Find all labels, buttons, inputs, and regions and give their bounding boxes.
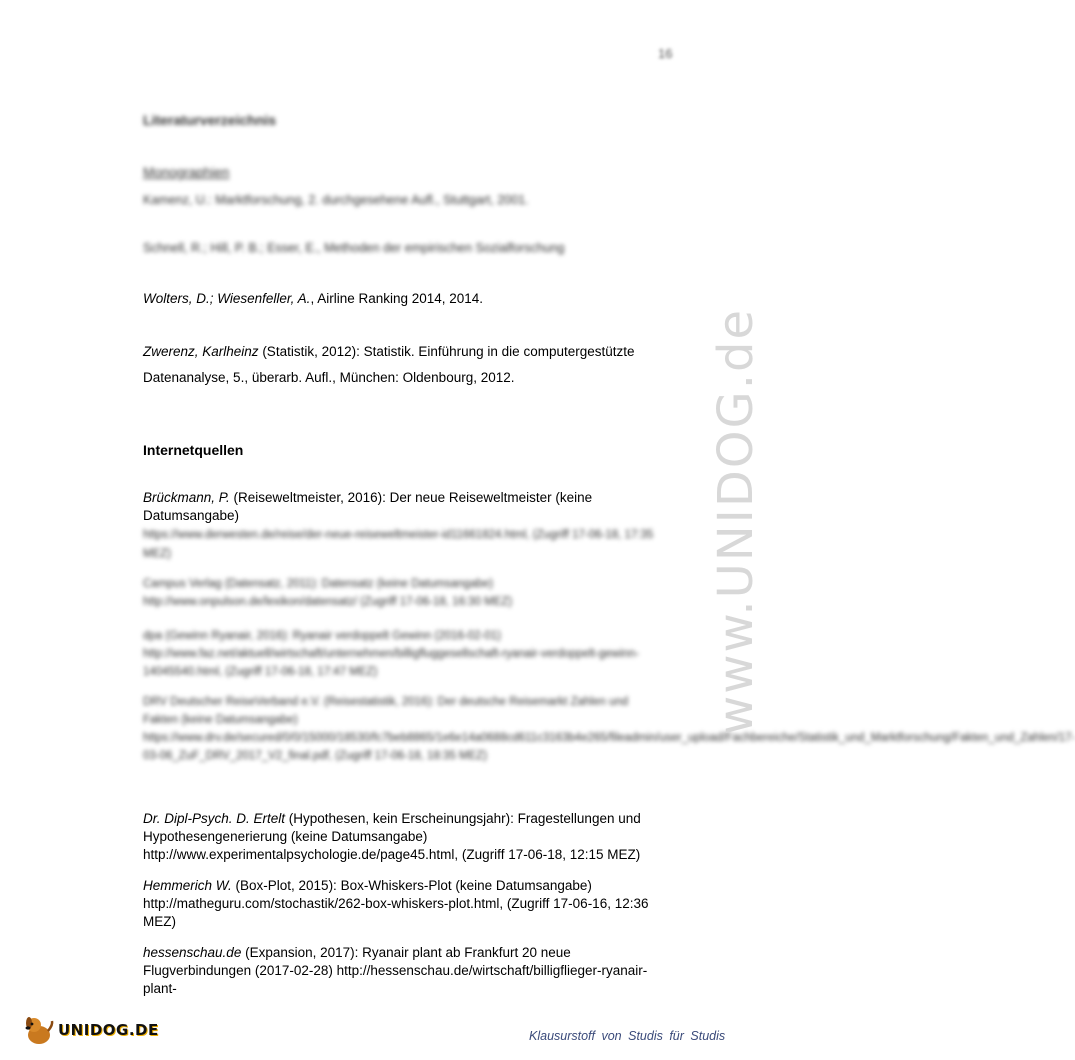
entry-author: Zwerenz, Karlheinz [143, 344, 259, 359]
entry-text: (Expansion, 2017): Ryanair plant ab Frankfurt 20 neue Flugverbindungen (2017-02-28) http://hessenschau.de/wirtschaft/billigflieger-ryanair-plant- [143, 945, 648, 996]
entry-text: (Statistik, 2012): Statistik. Einführung in die computergestützte Datenanalyse, 5., überarb. Aufl., München: Oldenbourg, 2012. [143, 344, 635, 385]
entry-campus: Campus Verlag (Datensatz, 2011): Datensatz (keine Datumsangabe) http://www.onpulson.de/lexikon/datensatz/ (Zugriff 17-06-18, 16:30 MEZ) [143, 578, 513, 608]
entry-ertelt [143, 810, 663, 864]
entry-brueckmann [143, 489, 663, 563]
entry-author: Dr. Dipl-Psych. D. Ertelt [143, 811, 286, 826]
bibliography-heading: Literaturverzeichnis [143, 112, 277, 128]
entry-url-blurred: https://www.derwesten.de/reise/der-neue-reiseweltmeister-id11661824.html, (Zugriff 17-06-18, 17:35 MEZ) [143, 529, 654, 560]
entry-hessenschau [143, 944, 663, 998]
entry-dpa: dpa (Gewinn Ryanair, 2016): Ryanair verdoppelt Gewinn (2016-02-01) http://www.faz.net/aktuell/wirtschaft/unternehmen/billigfluggesellschaft-ryanair-verdoppelt-gewinn-14045540.html, (Zugriff 17-06-18, 17:47 MEZ) [143, 630, 640, 678]
entry-schnell: Schnell, R.; Hill, P. B.; Esser, E., Methoden der empirischen Sozialforschung [143, 241, 565, 255]
watermark: www.UNIDOG.de [708, 307, 764, 735]
entry-author: Hemmerich W. [143, 878, 232, 893]
entry-author: hessenschau.de [143, 945, 242, 960]
entry-author: Wolters, D.; Wiesenfeller, A. [143, 291, 311, 306]
unidog-logo[interactable] [22, 1013, 159, 1047]
entry-text: , Airline Ranking 2014, 2014. [310, 291, 484, 306]
entry-text: (Hypothesen, kein Erscheinungsjahr): Fragestellungen und Hypothesengenerierung (keine Datumsangabe) http://www.experimentalpsychologie.de/page45.html, (Zugriff 17-06-18, 12:15 MEZ) [143, 811, 641, 862]
entry-kamenz: Kamenz, U.: Marktforschung, 2. durchgesehene Aufl., Stuttgart, 2001. [143, 193, 529, 207]
footer-tagline: Klausurstoff von Studis für Studis [529, 1029, 726, 1043]
entry-zwerenz [143, 339, 663, 391]
page-number: 16 [658, 46, 673, 61]
entry-text: (Box-Plot, 2015): Box-Whiskers-Plot (keine Datumsangabe) http://matheguru.com/stochastik/262-box-whiskers-plot.html, (Zugriff 17-06-16, 12:36 MEZ) [143, 878, 649, 929]
logo-text: UNIDOG.DE [58, 1021, 159, 1039]
internet-sources-heading: Internetquellen [143, 442, 244, 458]
entry-wolters [143, 289, 663, 309]
entry-drv: DRV Deutscher ReiseVerband e.V. (Reisestatistik, 2016): Der deutsche Reisemarkt Zahlen und Fakten (keine Datumsangabe) https://www.drv.de/secured/0/0/15000/18530/fc7beb8865/1e6e14a0688cd611c3163b4e265/fileadmin/user_upload/Fachbereiche/Statistik_und_Marktforschung/Fakten_und_Zahlen/17-03-06_ZuF_DRV_2017_V2_final.pdf, (Zugriff 17-06-18, 18:35 MEZ) [143, 696, 1075, 762]
monographs-label: Monographien [143, 165, 230, 180]
entry-text: (Reiseweltmeister, 2016): Der neue Reiseweltmeister (keine Datumsangabe) [143, 490, 593, 523]
dog-icon [22, 1013, 56, 1047]
entry-author: Brückmann, P. [143, 490, 230, 505]
entry-hemmerich [143, 877, 663, 931]
